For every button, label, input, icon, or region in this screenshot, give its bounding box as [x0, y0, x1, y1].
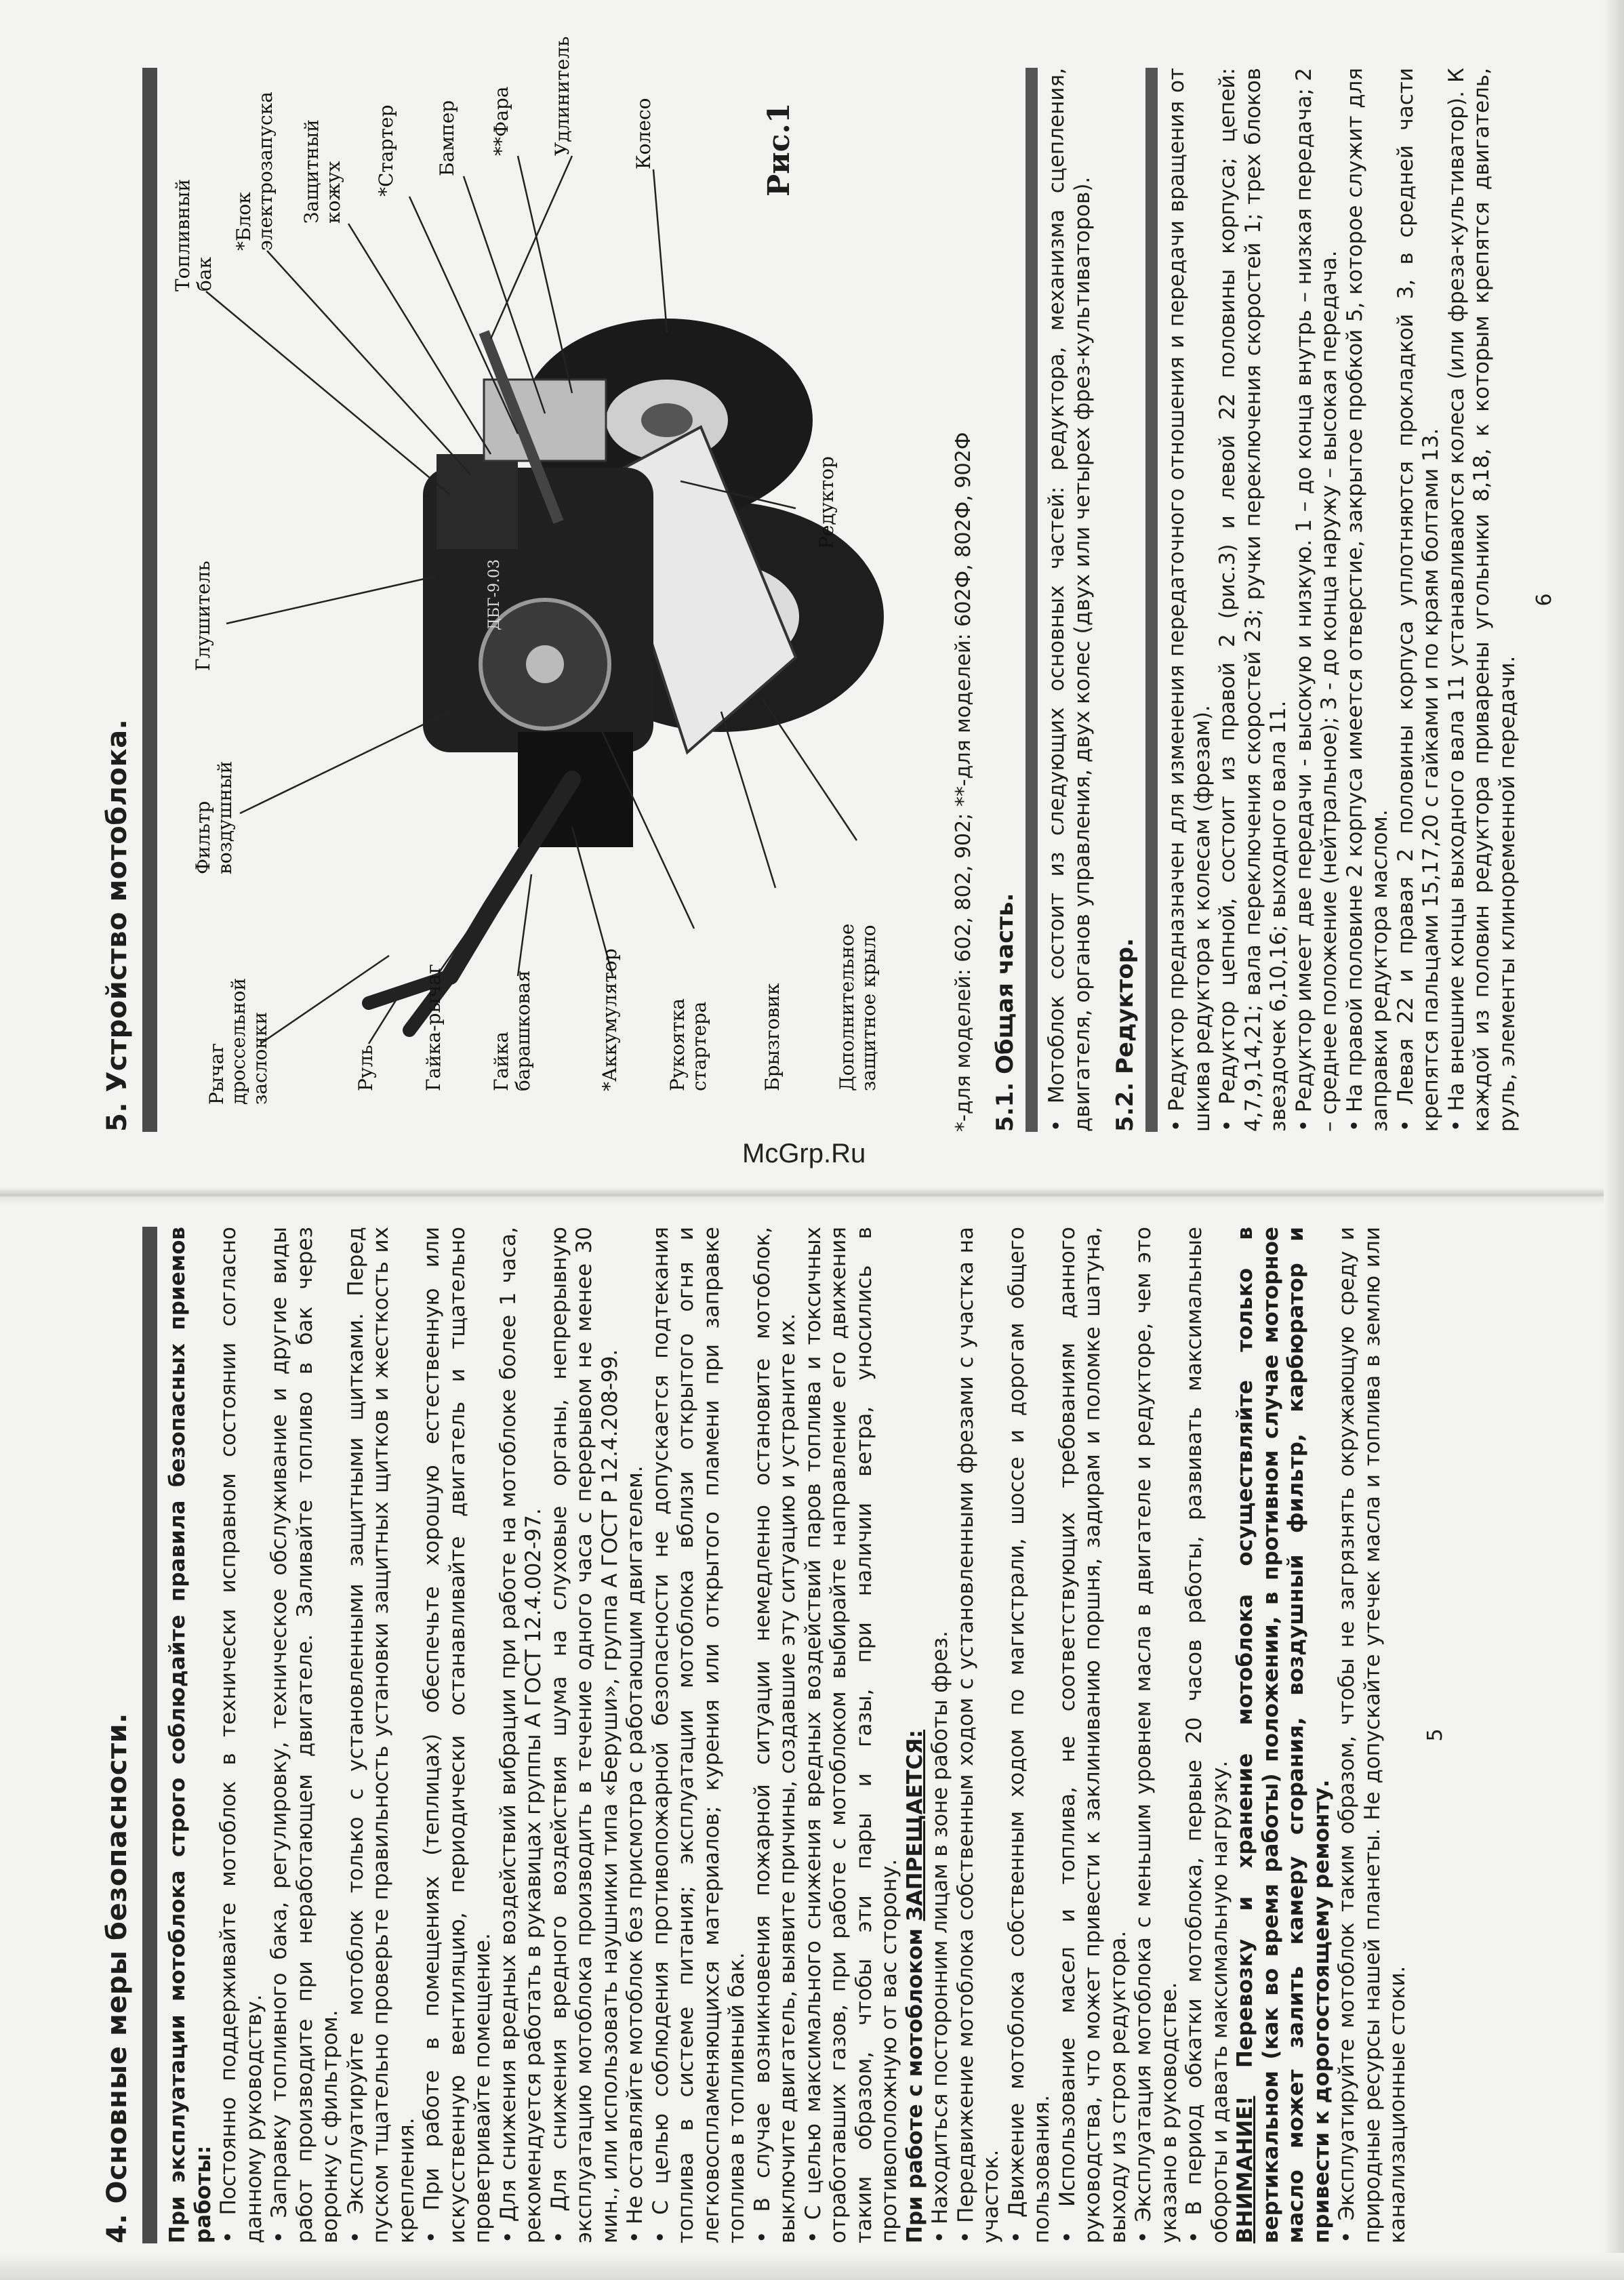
- starter-hub: [526, 645, 564, 683]
- label-engine-mark: ДБГ-9.03: [486, 558, 503, 630]
- safety-item: • Эксплуатируйте мотоблок только с установленными защитными щитками. Перед пуском тщательно проверьте правильность установки защитных щитков и жесткость их крепления.: [343, 1227, 419, 2243]
- forbidden-item: • Использование масел и топлива, не соответствующих требованиям данного руководства, что может привести к заклиниванию поршня, задирам и поломке шатуна, выходу из строя редуктора.: [1055, 1227, 1131, 2243]
- label-handlebar: Руль: [354, 1044, 377, 1091]
- label-starter: *Стартер: [375, 104, 397, 197]
- forbidden-word: ЗАПРЕЩАЕТСЯ:: [902, 1730, 927, 1921]
- page-5: [102, 1227, 1559, 2243]
- forbidden-intro: При работе с мотоблоком: [902, 1921, 927, 2243]
- gearbox-item: • Редуктор имеет две передачи - высокую и низкую. 1 – до конца внутрь – низкая передача; 2 – среднее положение (нейтральное); 3 - до конца наружу – высокая передача.: [1291, 68, 1341, 1132]
- handle-shaft: [450, 779, 572, 976]
- watermark: McGrp.Ru: [742, 1139, 866, 1168]
- forbidden-item: • Передвижение мотоблока собственным ходом с установленными фрезами с участка на участок.: [953, 1227, 1003, 2243]
- section-4-rule: [142, 1227, 157, 2243]
- label-ignition-block: *Блок электрозапуска: [232, 91, 277, 251]
- page-number-5: 5: [1423, 1728, 1447, 1742]
- page-5-content: [102, 1227, 1511, 2243]
- label-gearbox: Редуктор: [815, 456, 838, 549]
- forbidden-heading: [903, 1227, 929, 2243]
- label-fuel-tank: Топливный бак: [171, 178, 216, 291]
- section-5-rule: [142, 68, 157, 1132]
- forbidden-item: • В период обкатки мотоблока, первые 20 часов работы, развивать максимальные обороты и давать максимальную нагрузку.: [1182, 1227, 1232, 2243]
- safety-item: • Для снижения вредного воздействия шума на слуховые органы, непрерывную эксплуатацию мотоблока производить в течение одного часа с перерывом не менее 30 мин., или использовать наушники типа «Беруши», группа А ГОСТ Р 12.4.208-99.: [546, 1227, 622, 2243]
- gearbox-item: • На внешние концы выходного вала 11 устанавливаются колеса (или фреза-культиватор). К каждой из половин редуктора приварены угольники 8,18, к которым крепятся двигатель, руль, элементы клиноременной передачи.: [1444, 68, 1520, 1132]
- section-5-2-title: 5.2. Редуктор.: [1112, 938, 1139, 1132]
- forbidden-item: • Находиться посторонним лицам в зоне работы фрез.: [928, 1631, 952, 2243]
- label-extra-wing: Дополнительное защитное крыло: [836, 923, 880, 1091]
- forbidden-item: • Эксплуатация мотоблока с меньшим уровнем масла в двигателе и редукторе, чем это указано в руководстве.: [1131, 1227, 1181, 2243]
- label-headlight: **Фара: [490, 86, 512, 156]
- label-starter-handle: Рукоятка стартера: [666, 998, 710, 1091]
- fuel-tank-shape: [437, 454, 518, 549]
- gearbox-item: • На правой половине 2 корпуса имеется отверстие, закрытое пробкой 5, которое служит для заправки редуктора маслом.: [1342, 68, 1392, 1132]
- environment-item: • Эксплуатируйте мотоблок таким образом, чтобы не загрязнять окружающую среду и природные ресурсы нашей планеты. Не допускайте утечек масла и топлива в землю или канализационные стоки.: [1335, 1227, 1410, 2243]
- scan-edge-shadow-bottom: [0, 2253, 1624, 2280]
- label-muffler: Глушитель: [192, 561, 214, 671]
- warning-text: Перевозку и хранение мотоблока осуществляйте только в вертикальном (как во время работы) положении, в противном случае моторное масло может залить камеру сгорания, воздушный фильтр, карбюратор и привести к дорогостоящему ремонту.: [1233, 1227, 1334, 2243]
- safety-item: • Заправку топливного бака, регулировку, техническое обслуживание и другие виды работ производите при неработающем двигателе. Заливайте топливо в бак через воронку с фильтром.: [267, 1227, 342, 2243]
- safety-item: • С целью соблюдения противопожарной безопасности не допускается подтекания топлива в системе питания; эксплуатации мотоблока вблизи открытого огня и легковоспламеняющихся материалов; курения или открытого пламени при заправке топлива в топливный бак.: [648, 1227, 749, 2243]
- safety-item: • Не оставляйте мотоблок без присмотра с работающим двигателем.: [623, 1465, 647, 2243]
- label-extender: Удлинитель: [551, 36, 573, 156]
- section-5-1-title: 5.1. Общая часть.: [992, 893, 1019, 1132]
- section-5-2-rule: [1145, 68, 1158, 1132]
- label-mudguard: Брызговик: [761, 983, 784, 1091]
- label-wheel: Колесо: [632, 98, 655, 169]
- section-5-title: 5. Устройство мотоблока.: [102, 718, 133, 1132]
- label-air-filter: Фильтр воздушный: [192, 760, 236, 874]
- page-number-6: 6: [1532, 593, 1556, 607]
- figure-caption: Рис.1: [762, 102, 796, 197]
- label-battery: *Аккумулятор: [598, 948, 621, 1091]
- page-6: [102, 36, 1559, 1132]
- forbidden-item: • Движение мотоблока собственным ходом по магистрали, шоссе и дорогам общего пользования.: [1004, 1227, 1054, 2243]
- general-part-text: • Мотоблок состоит из следующих основных частей: редуктора, механизма сцепления, двигателя, органов управления, двух колес (двух или четырех фрез-культиваторов).: [1044, 68, 1095, 1132]
- label-wing-nut: Гайка барашковая: [490, 970, 534, 1091]
- section-4-title: 4. Основные меры безопасности.: [102, 1713, 133, 2243]
- scan-edge-shadow: [1604, 0, 1624, 2280]
- warning-label: ВНИМАНИЕ!: [1233, 2096, 1257, 2243]
- safety-intro: При эксплуатации мотоблока строго соблюдайте правила безопасных приемов работы:: [165, 1227, 216, 2243]
- figure-1: [165, 36, 945, 1132]
- warning-paragraph: [1233, 1227, 1335, 2243]
- safety-item: • Постоянно поддерживайте мотоблок в технически исправном состоянии согласно данному руководству.: [216, 1227, 266, 2243]
- gearbox-item: • Редуктор цепной, состоит из правой 2 (рис.3) и левой 22 половины корпуса; цепей: 4,7,9,14,21; вала переключения скоростей 23; ручки переключения скоростей 1; трех блоков звездочек 6,10,16; выходного вала 11.: [1215, 68, 1291, 1132]
- label-bumper: Бампер: [436, 100, 458, 176]
- label-guard: Защитный кожух: [300, 119, 344, 224]
- page-6-content: [102, 36, 1556, 1132]
- label-lever-nut: Гайка-рычаг: [422, 964, 445, 1091]
- section-5-1-rule: [1026, 68, 1038, 1132]
- gearbox-item: • Левая 22 и правая 2 половины корпуса уплотняются прокладкой 3, в средней части крепятся пальцами 15,17,20 с гайками и по краям болтами 13.: [1393, 68, 1443, 1132]
- model-footnote: *-для моделей: 602, 802, 902; **-для моделей: 602Ф, 802Ф, 902Ф: [952, 432, 975, 1132]
- label-throttle: Рычаг дроссельной заслонки: [205, 977, 271, 1105]
- safety-item: • С целью максимального снижения вредных воздействий паров топлива и токсичных отработавших газов, при работе с мотоблоком выбирайте направление его движения таким образом, чтобы эти пары и газы, при наличии ветра, уносились в противоположную от вас сторону.: [800, 1227, 901, 2243]
- safety-item: • При работе в помещениях (теплицах) обеспечьте хорошую естественную или искусственную вентиляцию, периодически останавливайте двигатель и тщательно проветривайте помещение.: [420, 1227, 495, 2243]
- tiller-illustration: [165, 68, 945, 1132]
- safety-item: • Для снижения вредных воздействий вибрации при работе на мотоблоке более 1 часа, рекомендуется работать в рукавицах группы А ГОСТ 12.4.002-97.: [495, 1227, 546, 2243]
- page-fold: [0, 1187, 1624, 1205]
- safety-item: • В случае возникновения пожарной ситуации немедленно остановите мотоблок, выключите двигатель, выявите причины, создавшие эту ситуацию и устраните их.: [750, 1227, 800, 2243]
- gearbox-item: • Редуктор предназначен для изменения передаточного отношения и передачи вращения от шкива редуктора к колесам (фрезам).: [1164, 68, 1215, 1132]
